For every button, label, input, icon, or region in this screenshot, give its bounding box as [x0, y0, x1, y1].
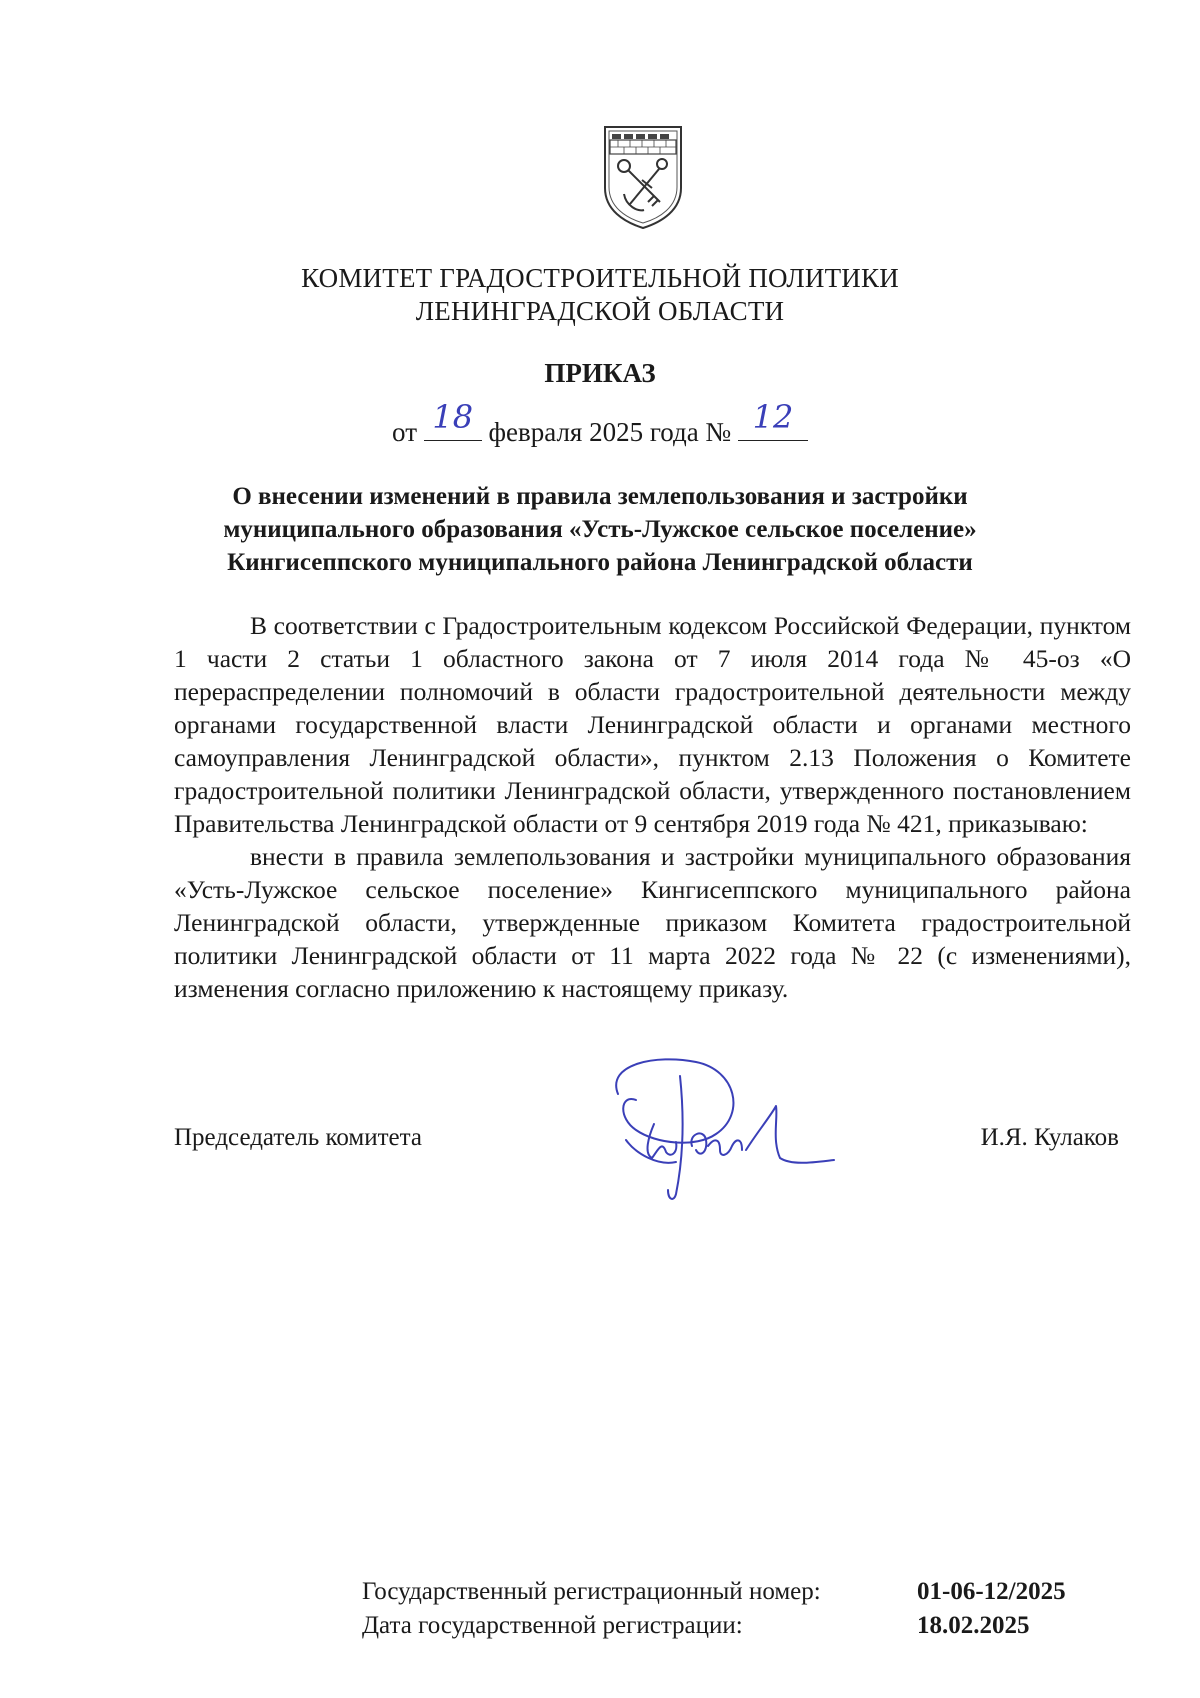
registration-number-label: Государственный регистрационный номер:: [362, 1578, 821, 1605]
month-year-text: февраля 2025 года №: [488, 417, 732, 447]
order-date-line: [0, 398, 1200, 449]
handwritten-number: 12: [752, 398, 794, 436]
document-type-title: ПРИКАЗ: [544, 358, 656, 388]
body-paragraph-basis: В соответствии с Градостроительным кодексом Российской Федерации, пунктом 1 части 2 статьи 1 областного закона от 7 июля 2014 года № 45-оз «О перераспределении полномочий в области градостроительной деятельности между органами государственной власти Ленинградской области и органами местного самоуправления Ленинградской области», пунктом 2.13 Положения о Комитете градостроительной политики Ленинградской области, утвержденного постановлением Правительства Ленинградской области от 9 сентября 2019 года № 421, приказываю:: [174, 611, 1131, 838]
registration-number-row: [362, 1575, 1082, 1609]
committee-name-line1: КОМИТЕТ ГРАДОСТРОИТЕЛЬНОЙ ПОЛИТИКИ: [301, 263, 899, 293]
registration-number-value: 01-06-12/2025: [917, 1578, 1066, 1605]
committee-name-line2: ЛЕНИНГРАДСКОЙ ОБЛАСТИ: [415, 296, 785, 326]
date-prefix: от: [392, 417, 417, 447]
handwritten-signature: [596, 1054, 836, 1204]
order-subject: [140, 480, 1060, 579]
registration-date-value: 18.02.2025: [917, 1612, 1030, 1639]
order-body: [174, 609, 1131, 1005]
handwritten-day: 18: [432, 398, 474, 436]
state-registration: [362, 1575, 1082, 1643]
signatory-name: И.Я. Кулаков: [980, 1124, 1119, 1151]
subject-line2: муниципального образования «Усть-Лужское сельское поселение»: [223, 516, 977, 543]
day-blank: [424, 398, 482, 441]
signatory-title: Председатель комитета: [174, 1124, 422, 1151]
subject-line1: О внесении изменений в правила землепользования и застройки: [232, 483, 968, 510]
coat-of-arms-emblem: [602, 124, 684, 230]
committee-name: [0, 262, 1200, 328]
subject-line3: Кингисеппского муниципального района Ленинградской области: [227, 549, 973, 576]
registration-date-label: Дата государственной регистрации:: [362, 1612, 743, 1639]
body-paragraph-order: внести в правила землепользования и застройки муниципального образования «Усть-Лужское сельское поселение» Кингисеппского муниципального района Ленинградской области, утвержденные приказом Комитета градостроительной политики Ленинградской области от 11 марта 2022 года № 22 (с изменениями), изменения согласно приложению к настоящему приказу.: [174, 842, 1131, 1003]
registration-date-row: [362, 1609, 1082, 1643]
number-blank: [738, 398, 808, 441]
